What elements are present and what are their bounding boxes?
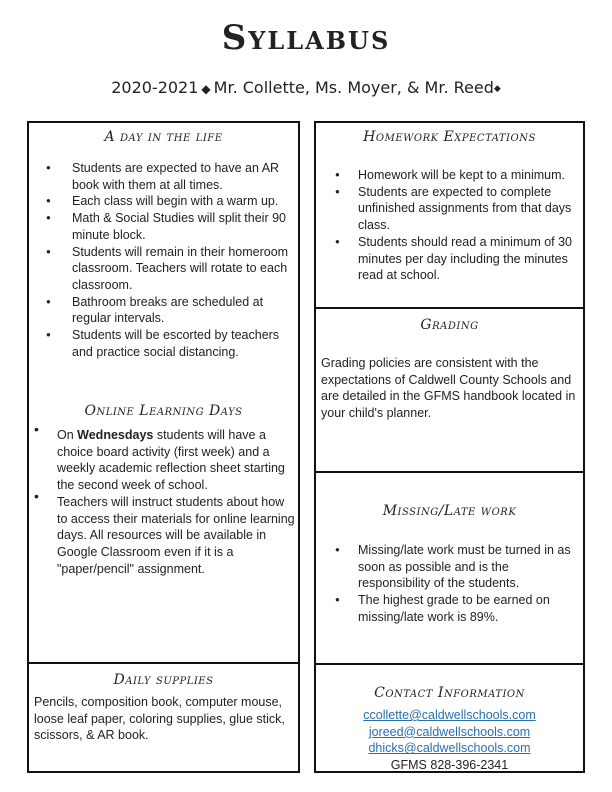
list-item: ● The highest grade to be earned on missing/late work is 89%. [335,593,550,624]
phone-number: GFMS 828-396-2341 [390,758,509,773]
email-link-collette[interactable]: ccollette@caldwellschools.com [363,708,536,722]
list-item: ● Bathroom breaks are scheduled at regular intervals. [46,294,264,326]
school-year: 2020-2021 [111,78,199,97]
list-item: ● Missing/late work must be turned in as soon as possible and is the responsibility of the students. [335,543,571,591]
list-item: ● Each class will begin with a warm up. [46,194,279,209]
contact-heading: Contact Information [374,685,525,701]
list-item: ● Students are expected to have an AR book with them at all times. [46,161,280,192]
bullet-icon: • [34,487,39,504]
bullet-icon: ● [46,163,51,172]
day-in-life-box [27,121,300,664]
teacher-names: Mr. Collette, Ms. Moyer, & Mr. Reed [213,78,494,97]
bullet-icon: ● [335,545,340,554]
day-in-life-list [46,160,292,360]
homework-list [335,167,580,284]
list-item: ● Students should read a minimum of 30 minutes per day including the minutes read at school. [335,234,573,283]
list-item: ● Students are expected to complete unfinished assignments from that days class. [335,184,572,233]
daily-supplies-text: Pencils, composition book, computer mouse, loose leaf paper, coloring supplies, glue stick, scissors, & AR book. [34,695,285,743]
missing-late-box [314,471,585,665]
bullet-icon: ● [46,213,51,223]
bullet-icon: ● [335,595,340,605]
bullet-icon: • [34,421,39,437]
list-item: • On Wednesdays students will have a choice board activity (first week) and a weekly academic reflection sheet starting the second week of school. [34,421,285,493]
list-item: • Teachers will instruct students about how to access their materials for online learning days. All resources will be available in Google Classroom even if it is a "paper/pencil" assignment. [34,487,295,576]
list-item: ● Students will be escorted by teachers and practice social distancing. [46,328,280,359]
bullet-icon: ● [46,296,51,306]
missing-late-list [335,542,582,626]
grading-text: Grading policies are consistent with the expectations of Caldwell County Schools and are detailed in the GFMS handbook located in your child's planner. [321,356,576,421]
bullet-icon: ● [335,186,340,196]
list-item: ● Math & Social Studies will split their 90 minute block. [46,211,286,242]
diamond-mark-icon: ◆ [493,84,501,94]
page-title: Syllabus [221,18,391,58]
diamond-separator-icon: ◆ [201,82,211,96]
homework-box [314,121,585,309]
contact-list [316,707,583,774]
grading-heading: Grading [420,317,479,333]
subtitle [0,78,612,97]
list-item: ● Homework will be kept to a minimum. [335,168,566,182]
online-days-list [34,421,295,577]
day-in-life-heading: A day in the life [104,129,223,145]
bullet-icon: ● [46,246,51,256]
grading-box [314,307,585,473]
contact-box [314,663,585,773]
bullet-icon: ● [46,330,51,340]
list-item: ● Students will remain in their homeroom classroom. Teachers will rotate to each classroom. [46,244,289,292]
email-link-hicks[interactable]: dhicks@caldwellschools.com [368,741,531,756]
daily-supplies-heading: Daily supplies [113,672,214,688]
email-link-reed[interactable]: joreed@caldwellschools.com [368,724,531,739]
bullet-icon: ● [46,196,51,206]
homework-heading: Homework Expectations [363,129,536,145]
bullet-icon: ● [335,236,340,246]
online-days-heading: Online Learning Days [84,403,243,419]
daily-supplies-box [27,662,300,773]
missing-late-heading: Missing/Late work [382,503,517,519]
bullet-icon: ● [335,170,340,179]
